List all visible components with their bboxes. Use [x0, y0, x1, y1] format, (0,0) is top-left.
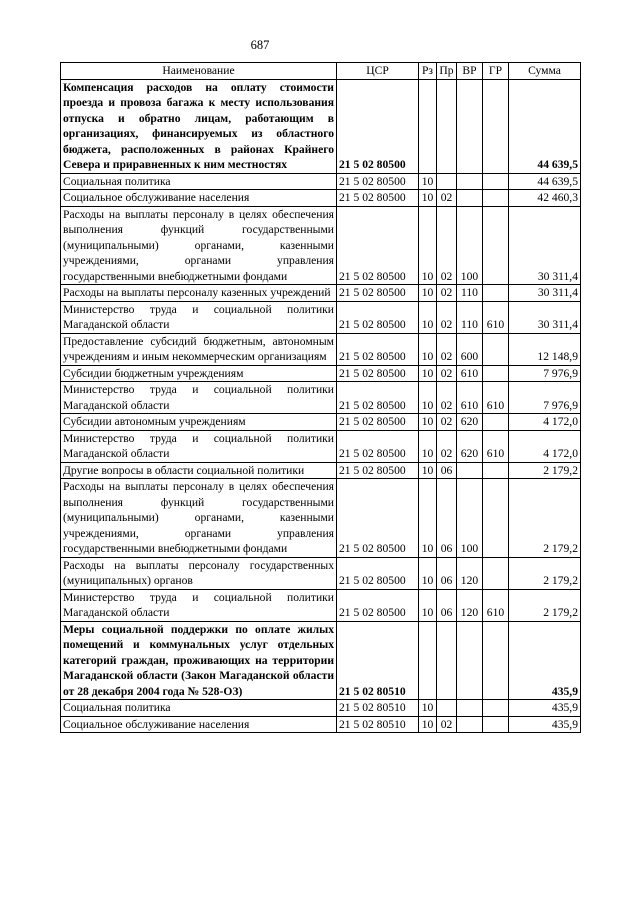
row-csr-cell: 21 5 02 80510	[337, 716, 419, 733]
row-sum-cell: 44 639,5	[509, 173, 581, 190]
row-rz-cell: 10	[419, 382, 437, 414]
row-csr-cell: 21 5 02 80510	[337, 621, 419, 700]
header-gr: ГР	[483, 63, 509, 80]
row-pr-cell: 02	[437, 414, 457, 431]
row-csr-cell: 21 5 02 80500	[337, 285, 419, 302]
table-row	[61, 430, 581, 462]
row-vr-cell: 120	[457, 557, 483, 589]
header-vr: ВР	[457, 63, 483, 80]
row-name-cell: Социальная политика	[61, 173, 337, 190]
row-gr-cell	[483, 365, 509, 382]
row-pr-cell: 02	[437, 206, 457, 285]
row-sum-cell: 7 976,9	[509, 365, 581, 382]
row-vr-cell	[457, 621, 483, 700]
table-row	[61, 285, 581, 302]
table-row	[61, 190, 581, 207]
row-csr-cell: 21 5 02 80500	[337, 414, 419, 431]
header-rz: Рз	[419, 63, 437, 80]
row-vr-cell: 620	[457, 414, 483, 431]
table-row	[61, 462, 581, 479]
table-row	[61, 173, 581, 190]
row-csr-cell: 21 5 02 80500	[337, 365, 419, 382]
table-header-row	[61, 63, 581, 80]
row-rz-cell: 10	[419, 479, 437, 558]
row-gr-cell	[483, 700, 509, 717]
row-sum-cell: 435,9	[509, 700, 581, 717]
row-gr-cell	[483, 716, 509, 733]
row-gr-cell: 610	[483, 430, 509, 462]
row-vr-cell	[457, 190, 483, 207]
row-name-cell: Расходы на выплаты персоналу государственных (муниципальных) органов	[61, 557, 337, 589]
row-vr-cell	[457, 700, 483, 717]
row-name-cell: Другие вопросы в области социальной политики	[61, 462, 337, 479]
row-name-cell: Компенсация расходов на оплату стоимости проезда и провоза багажа к месту использования отпуска и обратно лицам, работающим в организациях, финансируемых из областного бюджета, расположенных в районах Крайнего Севера и приравненных к ним местностях	[61, 79, 337, 173]
row-csr-cell: 21 5 02 80500	[337, 462, 419, 479]
row-pr-cell: 06	[437, 479, 457, 558]
table-row	[61, 79, 581, 173]
row-csr-cell: 21 5 02 80500	[337, 173, 419, 190]
row-sum-cell: 4 172,0	[509, 414, 581, 431]
row-csr-cell: 21 5 02 80500	[337, 190, 419, 207]
row-vr-cell: 120	[457, 589, 483, 621]
row-sum-cell: 2 179,2	[509, 589, 581, 621]
row-name-cell: Расходы на выплаты персоналу казенных учреждений	[61, 285, 337, 302]
row-sum-cell: 12 148,9	[509, 333, 581, 365]
row-pr-cell	[437, 79, 457, 173]
row-vr-cell	[457, 716, 483, 733]
table-row	[61, 206, 581, 285]
row-pr-cell: 06	[437, 589, 457, 621]
row-pr-cell: 06	[437, 557, 457, 589]
row-csr-cell: 21 5 02 80500	[337, 333, 419, 365]
row-gr-cell	[483, 479, 509, 558]
row-rz-cell: 10	[419, 557, 437, 589]
row-gr-cell	[483, 414, 509, 431]
row-rz-cell: 10	[419, 589, 437, 621]
row-vr-cell	[457, 173, 483, 190]
row-name-cell: Расходы на выплаты персоналу в целях обеспечения выполнения функций государственными (муниципальными) органами, казенными учреждениями, органами управления государственными внебюджетными фондами	[61, 479, 337, 558]
row-sum-cell: 30 311,4	[509, 301, 581, 333]
row-gr-cell	[483, 79, 509, 173]
row-name-cell: Министерство труда и социальной политики Магаданской области	[61, 589, 337, 621]
row-gr-cell	[483, 333, 509, 365]
row-name-cell: Расходы на выплаты персоналу в целях обеспечения выполнения функций государственными (муниципальными) органами, казенными учреждениями, органами управления государственными внебюджетными фондами	[61, 206, 337, 285]
table-row	[61, 716, 581, 733]
row-name-cell: Министерство труда и социальной политики Магаданской области	[61, 430, 337, 462]
row-sum-cell: 30 311,4	[509, 285, 581, 302]
row-csr-cell: 21 5 02 80500	[337, 430, 419, 462]
row-rz-cell: 10	[419, 173, 437, 190]
row-gr-cell: 610	[483, 301, 509, 333]
row-csr-cell: 21 5 02 80510	[337, 700, 419, 717]
row-name-cell: Субсидии автономным учреждениям	[61, 414, 337, 431]
row-name-cell: Социальное обслуживание населения	[61, 190, 337, 207]
row-sum-cell: 42 460,3	[509, 190, 581, 207]
row-csr-cell: 21 5 02 80500	[337, 589, 419, 621]
row-vr-cell	[457, 462, 483, 479]
row-vr-cell: 610	[457, 365, 483, 382]
row-rz-cell: 10	[419, 365, 437, 382]
row-name-cell: Министерство труда и социальной политики Магаданской области	[61, 382, 337, 414]
row-name-cell: Социальное обслуживание населения	[61, 716, 337, 733]
row-sum-cell: 435,9	[509, 621, 581, 700]
row-gr-cell	[483, 206, 509, 285]
row-sum-cell: 7 976,9	[509, 382, 581, 414]
row-rz-cell: 10	[419, 285, 437, 302]
row-vr-cell: 610	[457, 382, 483, 414]
row-name-cell: Предоставление субсидий бюджетным, автономным учреждениям и иным некоммерческим организациям	[61, 333, 337, 365]
row-name-cell: Министерство труда и социальной политики Магаданской области	[61, 301, 337, 333]
row-gr-cell: 610	[483, 382, 509, 414]
row-pr-cell: 02	[437, 430, 457, 462]
row-gr-cell	[483, 462, 509, 479]
row-csr-cell: 21 5 02 80500	[337, 382, 419, 414]
row-rz-cell: 10	[419, 333, 437, 365]
row-gr-cell	[483, 621, 509, 700]
row-sum-cell: 2 179,2	[509, 462, 581, 479]
table-row	[61, 365, 581, 382]
row-rz-cell	[419, 621, 437, 700]
table-row	[61, 621, 581, 700]
budget-table	[60, 62, 581, 733]
header-csr: ЦСР	[337, 63, 419, 80]
table-row	[61, 382, 581, 414]
row-rz-cell	[419, 79, 437, 173]
row-pr-cell: 02	[437, 333, 457, 365]
row-pr-cell: 02	[437, 190, 457, 207]
row-gr-cell	[483, 557, 509, 589]
row-name-cell: Меры социальной поддержки по оплате жилых помещений и коммунальных услуг отдельных категорий граждан, проживающих на территории Магаданской области (Закон Магаданской области от 28 декабря 2004 года № 528-ОЗ)	[61, 621, 337, 700]
row-sum-cell: 44 639,5	[509, 79, 581, 173]
row-pr-cell: 02	[437, 301, 457, 333]
row-vr-cell	[457, 79, 483, 173]
table-row	[61, 301, 581, 333]
row-rz-cell: 10	[419, 206, 437, 285]
row-rz-cell: 10	[419, 430, 437, 462]
row-pr-cell	[437, 621, 457, 700]
row-csr-cell: 21 5 02 80500	[337, 557, 419, 589]
row-rz-cell: 10	[419, 462, 437, 479]
table-row	[61, 414, 581, 431]
row-rz-cell: 10	[419, 414, 437, 431]
row-csr-cell: 21 5 02 80500	[337, 479, 419, 558]
row-rz-cell: 10	[419, 700, 437, 717]
header-pr: Пр	[437, 63, 457, 80]
row-gr-cell	[483, 285, 509, 302]
row-name-cell: Социальная политика	[61, 700, 337, 717]
row-pr-cell: 02	[437, 716, 457, 733]
row-csr-cell: 21 5 02 80500	[337, 79, 419, 173]
header-sum: Сумма	[509, 63, 581, 80]
row-rz-cell: 10	[419, 190, 437, 207]
row-csr-cell: 21 5 02 80500	[337, 206, 419, 285]
table-row	[61, 333, 581, 365]
row-vr-cell: 110	[457, 285, 483, 302]
row-vr-cell: 110	[457, 301, 483, 333]
row-pr-cell: 02	[437, 285, 457, 302]
row-pr-cell: 06	[437, 462, 457, 479]
header-name: Наименование	[61, 63, 337, 80]
page-number: 687	[250, 38, 270, 52]
row-pr-cell: 02	[437, 365, 457, 382]
row-sum-cell: 2 179,2	[509, 479, 581, 558]
table-row	[61, 479, 581, 558]
row-rz-cell: 10	[419, 716, 437, 733]
row-vr-cell: 620	[457, 430, 483, 462]
row-vr-cell: 600	[457, 333, 483, 365]
table-row	[61, 700, 581, 717]
row-pr-cell: 02	[437, 382, 457, 414]
row-vr-cell: 100	[457, 206, 483, 285]
table-row	[61, 589, 581, 621]
row-rz-cell: 10	[419, 301, 437, 333]
row-gr-cell: 610	[483, 589, 509, 621]
row-gr-cell	[483, 190, 509, 207]
row-gr-cell	[483, 173, 509, 190]
row-pr-cell	[437, 700, 457, 717]
row-vr-cell: 100	[457, 479, 483, 558]
row-name-cell: Субсидии бюджетным учреждениям	[61, 365, 337, 382]
table-row	[61, 557, 581, 589]
row-pr-cell	[437, 173, 457, 190]
row-csr-cell: 21 5 02 80500	[337, 301, 419, 333]
row-sum-cell: 4 172,0	[509, 430, 581, 462]
row-sum-cell: 2 179,2	[509, 557, 581, 589]
row-sum-cell: 30 311,4	[509, 206, 581, 285]
row-sum-cell: 435,9	[509, 716, 581, 733]
